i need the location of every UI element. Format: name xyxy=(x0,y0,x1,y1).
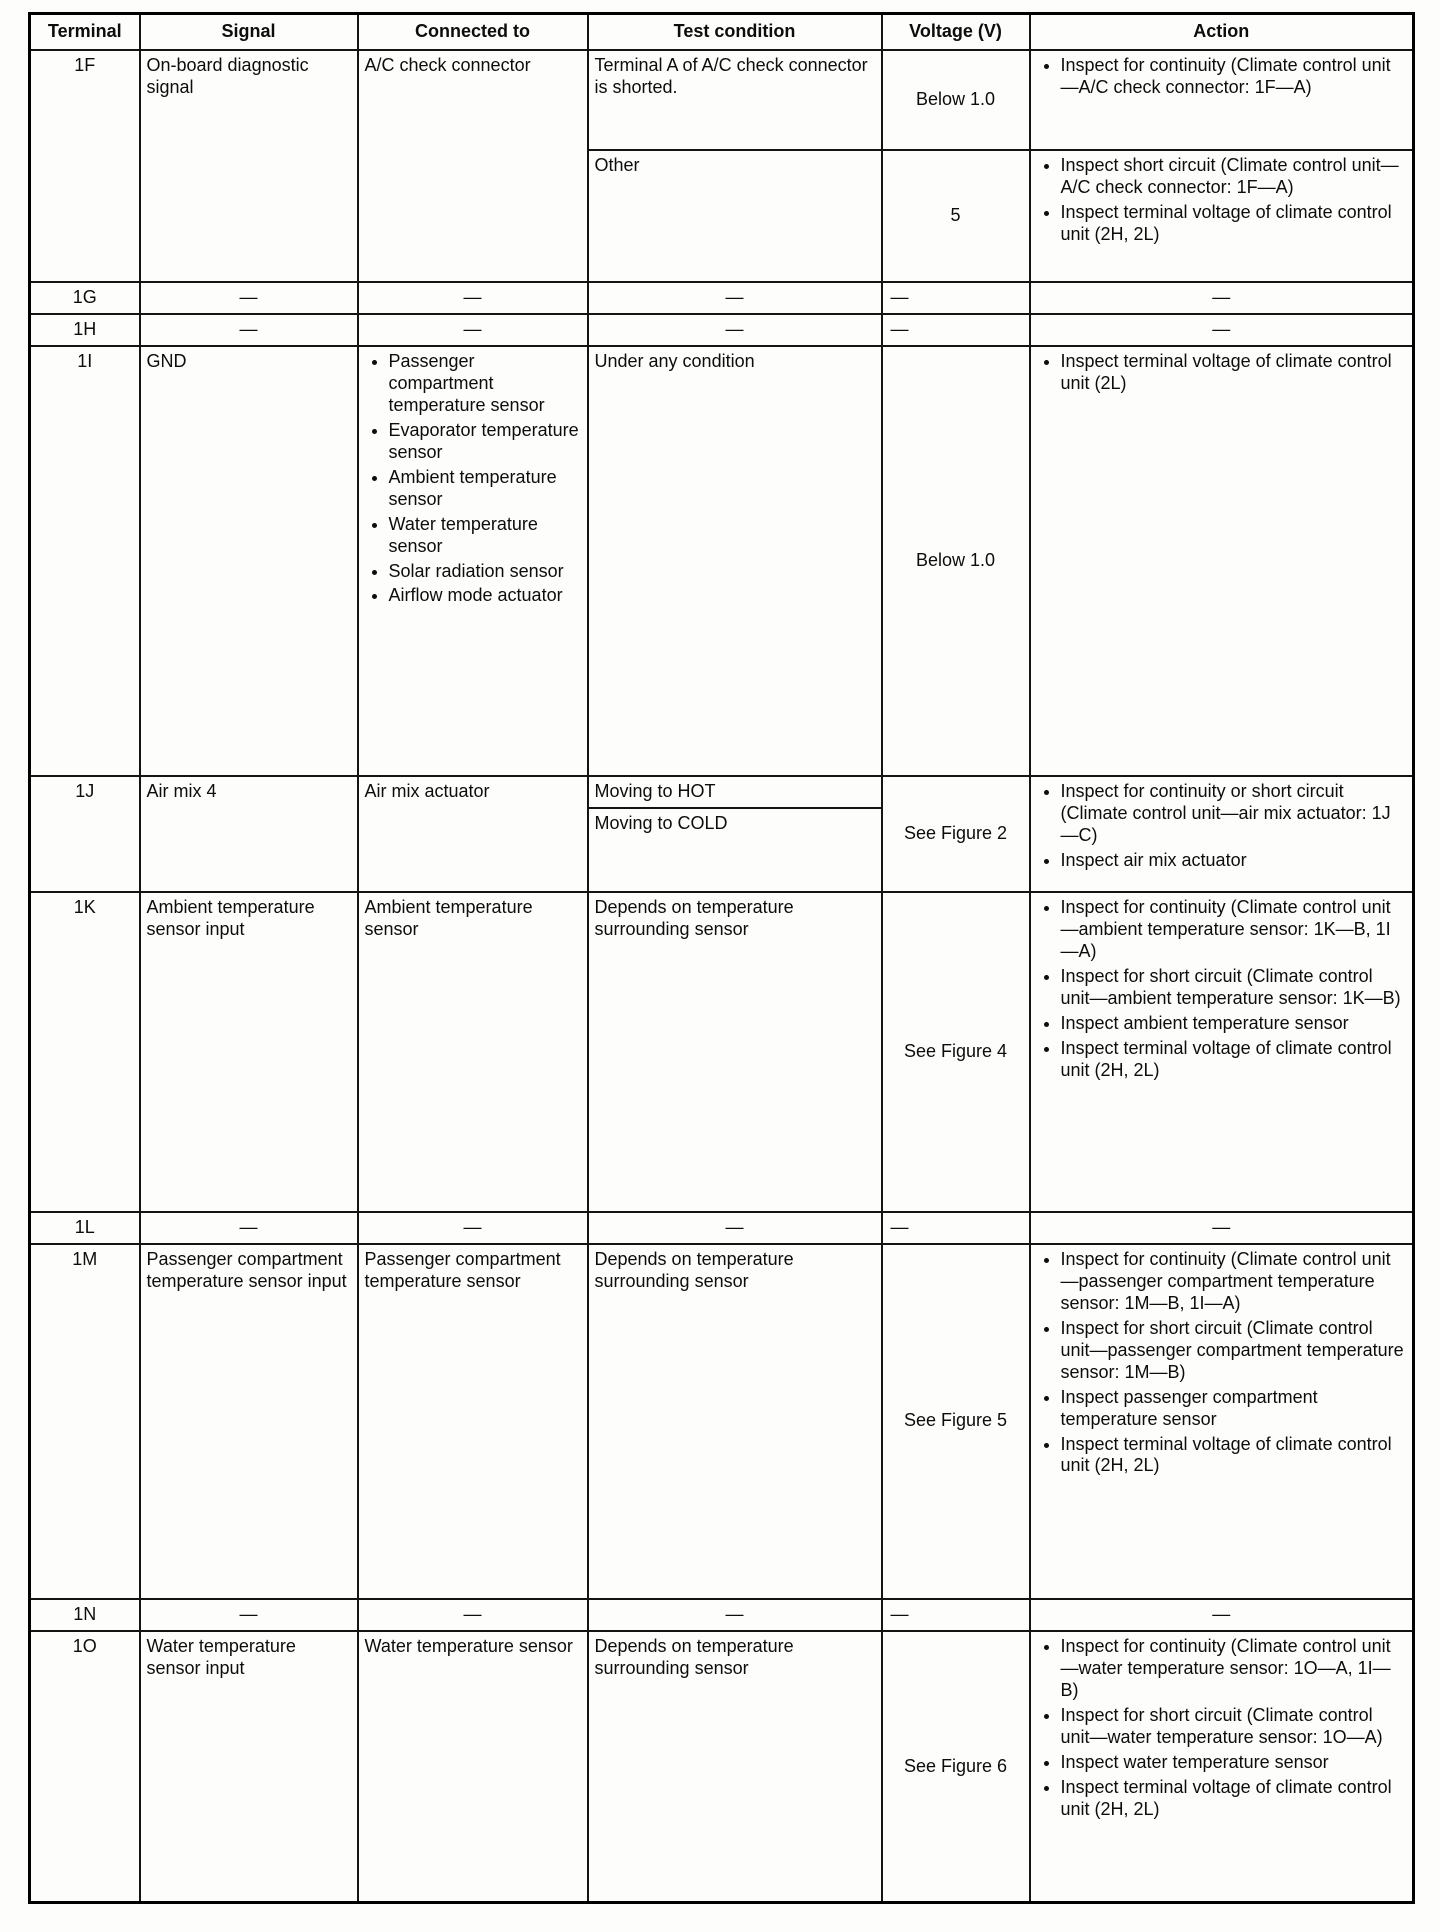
table-row-1n xyxy=(30,1599,1414,1631)
test-condition-cell: Depends on temperature surrounding sensor xyxy=(588,1244,882,1599)
action-item: • Inspect terminal voltage of climate control unit (2H, 2L) xyxy=(1061,1434,1407,1478)
table-row-1i xyxy=(30,346,1414,776)
col-header-action: Action xyxy=(1030,14,1414,50)
test-condition-cell: Moving to COLD xyxy=(588,808,882,892)
action-item: • Inspect for short circuit (Climate control unit—water temperature sensor: 1O—A) xyxy=(1061,1705,1407,1749)
col-header-voltage: Voltage (V) xyxy=(882,14,1030,50)
col-header-signal: Signal xyxy=(140,14,358,50)
signal-cell: — xyxy=(140,282,358,314)
test-condition-cell: Under any condition xyxy=(588,346,882,776)
action-item: • Inspect water temperature sensor xyxy=(1061,1752,1407,1774)
test-condition-cell: Terminal A of A/C check connector is shorted. xyxy=(588,50,882,150)
voltage-cell: — xyxy=(882,1212,1030,1244)
signal-cell: Passenger compartment temperature sensor input xyxy=(140,1244,358,1599)
action-cell xyxy=(1030,346,1414,776)
connected-item: • Passenger compartment temperature sensor xyxy=(389,351,581,417)
voltage-cell: — xyxy=(882,314,1030,346)
test-condition-cell: Moving to HOT xyxy=(588,776,882,808)
action-item: • Inspect ambient temperature sensor xyxy=(1061,1013,1407,1035)
action-list xyxy=(1037,1636,1407,1821)
connected-item: • Ambient temperature sensor xyxy=(389,467,581,511)
terminal-cell: 1K xyxy=(30,892,140,1212)
action-cell: — xyxy=(1030,1599,1414,1631)
connected-cell: — xyxy=(358,314,588,346)
signal-cell: GND xyxy=(140,346,358,776)
table-row-1h xyxy=(30,314,1414,346)
action-item: • Inspect terminal voltage of climate control unit (2H, 2L) xyxy=(1061,1038,1407,1082)
connected-cell: — xyxy=(358,1212,588,1244)
header-row xyxy=(30,14,1414,50)
voltage-cell: See Figure 2 xyxy=(882,776,1030,892)
voltage-cell: — xyxy=(882,282,1030,314)
voltage-cell: See Figure 5 xyxy=(882,1244,1030,1599)
terminal-cell: 1J xyxy=(30,776,140,892)
action-list xyxy=(1037,1249,1407,1478)
col-header-connected-to: Connected to xyxy=(358,14,588,50)
action-list xyxy=(1037,351,1407,395)
action-cell xyxy=(1030,50,1414,150)
table-row-1l xyxy=(30,1212,1414,1244)
table-row-1m xyxy=(30,1244,1414,1599)
action-item: • Inspect air mix actuator xyxy=(1061,850,1407,872)
action-cell xyxy=(1030,1244,1414,1599)
signal-cell: Air mix 4 xyxy=(140,776,358,892)
test-condition-cell: — xyxy=(588,282,882,314)
action-item: • Inspect for short circuit (Climate control unit—ambient temperature sensor: 1K—B) xyxy=(1061,966,1407,1010)
test-condition-cell: — xyxy=(588,1599,882,1631)
test-condition-cell: Depends on temperature surrounding sensor xyxy=(588,1631,882,1903)
action-item: • Inspect for continuity (Climate control unit—ambient temperature sensor: 1K—B, 1I—A) xyxy=(1061,897,1407,963)
terminal-voltage-table xyxy=(28,12,1415,1904)
signal-cell: — xyxy=(140,314,358,346)
action-item: • Inspect short circuit (Climate control unit—A/C check connector: 1F—A) xyxy=(1061,155,1407,199)
voltage-cell: — xyxy=(882,1599,1030,1631)
signal-cell: Water temperature sensor input xyxy=(140,1631,358,1903)
action-item: • Inspect for continuity (Climate control unit—A/C check connector: 1F—A) xyxy=(1061,55,1407,99)
terminal-cell: 1G xyxy=(30,282,140,314)
connected-item: • Evaporator temperature sensor xyxy=(389,420,581,464)
action-cell xyxy=(1030,150,1414,282)
action-cell: — xyxy=(1030,282,1414,314)
table-row-1k xyxy=(30,892,1414,1212)
test-condition-cell: Depends on temperature surrounding sensor xyxy=(588,892,882,1212)
connected-cell xyxy=(358,346,588,776)
action-list xyxy=(1037,55,1407,99)
action-item: • Inspect terminal voltage of climate control unit (2L) xyxy=(1061,351,1407,395)
terminal-cell: 1O xyxy=(30,1631,140,1903)
voltage-cell: See Figure 6 xyxy=(882,1631,1030,1903)
table-row-1o xyxy=(30,1631,1414,1903)
test-condition-cell: — xyxy=(588,1212,882,1244)
signal-cell: Ambient temperature sensor input xyxy=(140,892,358,1212)
action-cell xyxy=(1030,776,1414,892)
test-condition-cell: — xyxy=(588,314,882,346)
connected-cell: Passenger compartment temperature sensor xyxy=(358,1244,588,1599)
table-row-1g xyxy=(30,282,1414,314)
action-cell xyxy=(1030,892,1414,1212)
terminal-cell: 1F xyxy=(30,50,140,282)
action-list xyxy=(1037,781,1407,872)
table-row-1f-sub1 xyxy=(30,50,1414,150)
connected-item: • Water temperature sensor xyxy=(389,514,581,558)
voltage-cell: Below 1.0 xyxy=(882,346,1030,776)
table-row-1j-sub1 xyxy=(30,776,1414,808)
col-header-test-condition: Test condition xyxy=(588,14,882,50)
voltage-cell: See Figure 4 xyxy=(882,892,1030,1212)
connected-cell: — xyxy=(358,282,588,314)
action-cell: — xyxy=(1030,1212,1414,1244)
terminal-cell: 1N xyxy=(30,1599,140,1631)
connected-cell: Water temperature sensor xyxy=(358,1631,588,1903)
action-cell xyxy=(1030,1631,1414,1903)
connected-cell: Ambient temperature sensor xyxy=(358,892,588,1212)
action-item: • Inspect terminal voltage of climate control unit (2H, 2L) xyxy=(1061,202,1407,246)
test-condition-cell: Other xyxy=(588,150,882,282)
action-item: • Inspect for short circuit (Climate control unit—passenger compartment temperature sensor: 1M—B) xyxy=(1061,1318,1407,1384)
terminal-cell: 1L xyxy=(30,1212,140,1244)
terminal-cell: 1H xyxy=(30,314,140,346)
col-header-terminal: Terminal xyxy=(30,14,140,50)
voltage-cell: 5 xyxy=(882,150,1030,282)
action-list xyxy=(1037,897,1407,1082)
connected-item: • Solar radiation sensor xyxy=(389,561,581,583)
action-item: • Inspect for continuity (Climate control unit—passenger compartment temperature sensor: 1M—B, 1I—A) xyxy=(1061,1249,1407,1315)
terminal-cell: 1I xyxy=(30,346,140,776)
signal-cell: — xyxy=(140,1599,358,1631)
action-cell: — xyxy=(1030,314,1414,346)
connected-cell: — xyxy=(358,1599,588,1631)
action-item: • Inspect for continuity (Climate control unit—water temperature sensor: 1O—A, 1I—B) xyxy=(1061,1636,1407,1702)
action-item: • Inspect for continuity or short circuit (Climate control unit—air mix actuator: 1J—C) xyxy=(1061,781,1407,847)
action-item: • Inspect passenger compartment temperature sensor xyxy=(1061,1387,1407,1431)
connected-cell: Air mix actuator xyxy=(358,776,588,892)
signal-cell: On-board diagnostic signal xyxy=(140,50,358,282)
connected-list xyxy=(365,351,581,607)
action-item: • Inspect terminal voltage of climate control unit (2H, 2L) xyxy=(1061,1777,1407,1821)
terminal-cell: 1M xyxy=(30,1244,140,1599)
voltage-cell: Below 1.0 xyxy=(882,50,1030,150)
action-list xyxy=(1037,155,1407,246)
signal-cell: — xyxy=(140,1212,358,1244)
connected-cell: A/C check connector xyxy=(358,50,588,282)
connected-item: • Airflow mode actuator xyxy=(389,585,581,607)
